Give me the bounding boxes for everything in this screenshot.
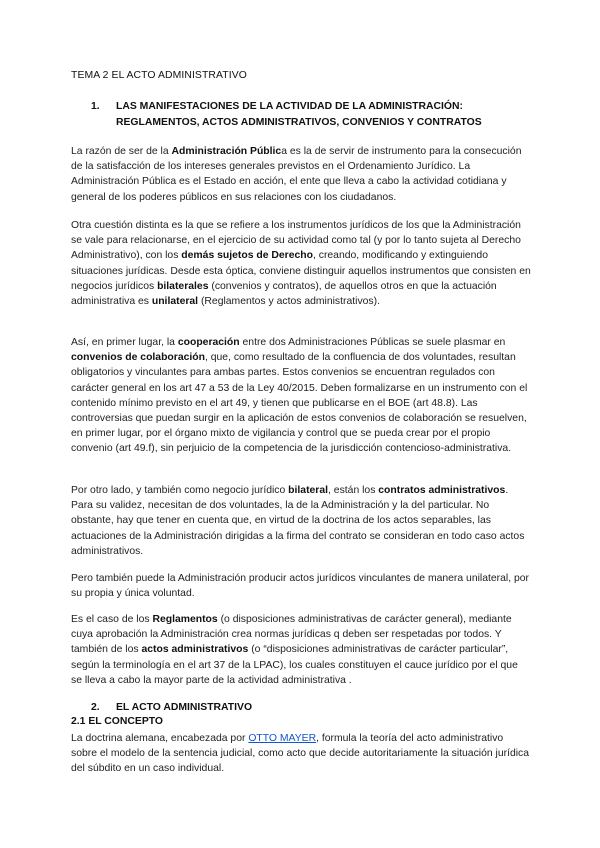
otto-mayer-link[interactable]: OTTO MAYER (248, 733, 317, 744)
section-2-number: 2. (91, 702, 100, 713)
paragraph-1: La razón de ser de la Administración Pública es la de servir de instrumento para la consecución de la satisfacción de los intereses generales previstos en el Ordenamiento Jurídico. La Administración Pública es el Estado en acción, el ente que lleva a cabo la actividad cotidiana y general de los poderes públicos en sus relaciones con los ciudadanos. (71, 146, 522, 203)
paragraph-5: Pero también puede la Administración producir actos jurídicos vinculantes de manera unilateral, por su propia y única voluntad. (71, 573, 530, 600)
section-1-title: LAS MANIFESTACIONES DE LA ACTIVIDAD DE LA ADMINISTRACIÓN: REGLAMENTOS, ACTOS ADMINISTRATIVOS, CONVENIOS Y CONTRATOS (116, 101, 482, 128)
section-2-title: EL ACTO ADMINISTRATIVO (116, 702, 253, 713)
section-1-number: 1. (91, 101, 100, 112)
paragraph-4: Por otro lado, y también como negocio jurídico bilateral, están los contratos administrativos. Para su validez, necesitan de dos voluntades, la de la Administración y la del particular. No obstante, hay que tener en cuenta que, en virtud de la doctrina de los actos separables, las actuaciones de la Administración dirigidas a la firma del contrato se consideran en todo caso actos administrativos. (71, 485, 525, 557)
subsection-2-1-heading: 2.1 EL CONCEPTO (71, 716, 164, 727)
paragraph-2: Otra cuestión distinta es la que se refiere a los instrumentos jurídicos de los que la Administración se vale para relacionarse, en el ejercicio de su actividad como tal (y por lo tanto sujeta al Derecho Administrativo), con los demás sujetos de Derecho, creando, modificando y extinguiendo situaciones jurídicas. Desde esta óptica, conviene distinguir aquellos instrumentos que consisten en negocios jurídicos bilaterales (convenios y contratos), de aquellos otros en que la actuación administrativa es unilateral (Reglamentos y actos administrativos). (71, 220, 531, 308)
document-title: TEMA 2 EL ACTO ADMINISTRATIVO (71, 70, 247, 81)
paragraph-7: La doctrina alemana, encabezada por OTTO MAYER, formula la teoría del acto administrativo sobre el modelo de la sentencia judicial, como acto que decide autoritariamente la situación jurídica del súbdito en un caso individual. (71, 733, 530, 775)
paragraph-6: Es el caso de los Reglamentos (o disposiciones administrativas de carácter general), mediante cuya aprobación la Administración crea normas jurídicas q deben ser respetadas por todos. Y también de los actos administrativos (o “disposiciones administrativas de carácter particular”, según la terminología en el art 37 de la LPAC), los cuales constituyen el cauce jurídico por el que se lleva a cabo la mayor parte de la actividad administrativa . (71, 614, 518, 686)
paragraph-3: Así, en primer lugar, la cooperación entre dos Administraciones Públicas se suele plasmar en convenios de colaboración, que, como resultado de la confluencia de dos voluntades, resultan obligatorios y vinculantes para ambas partes. Estos convenios se encuentran regulados con carácter general en los art 47 a 53 de la Ley 40/2015. Deben formalizarse en un instrumento con el contenido mínimo previsto en el art 49, y tienen que publicarse en el BOE (art 48.8). Las controversias que puedan surgir en la aplicación de estos convenios de colaboración se resuelven, en primer lugar, por el órgano mixto de vigilancia y control que se pueda crear por el propio convenio (art 49.f), sin perjuicio de la competencia de la jurisdicción contencioso-administrativa. (71, 337, 528, 455)
